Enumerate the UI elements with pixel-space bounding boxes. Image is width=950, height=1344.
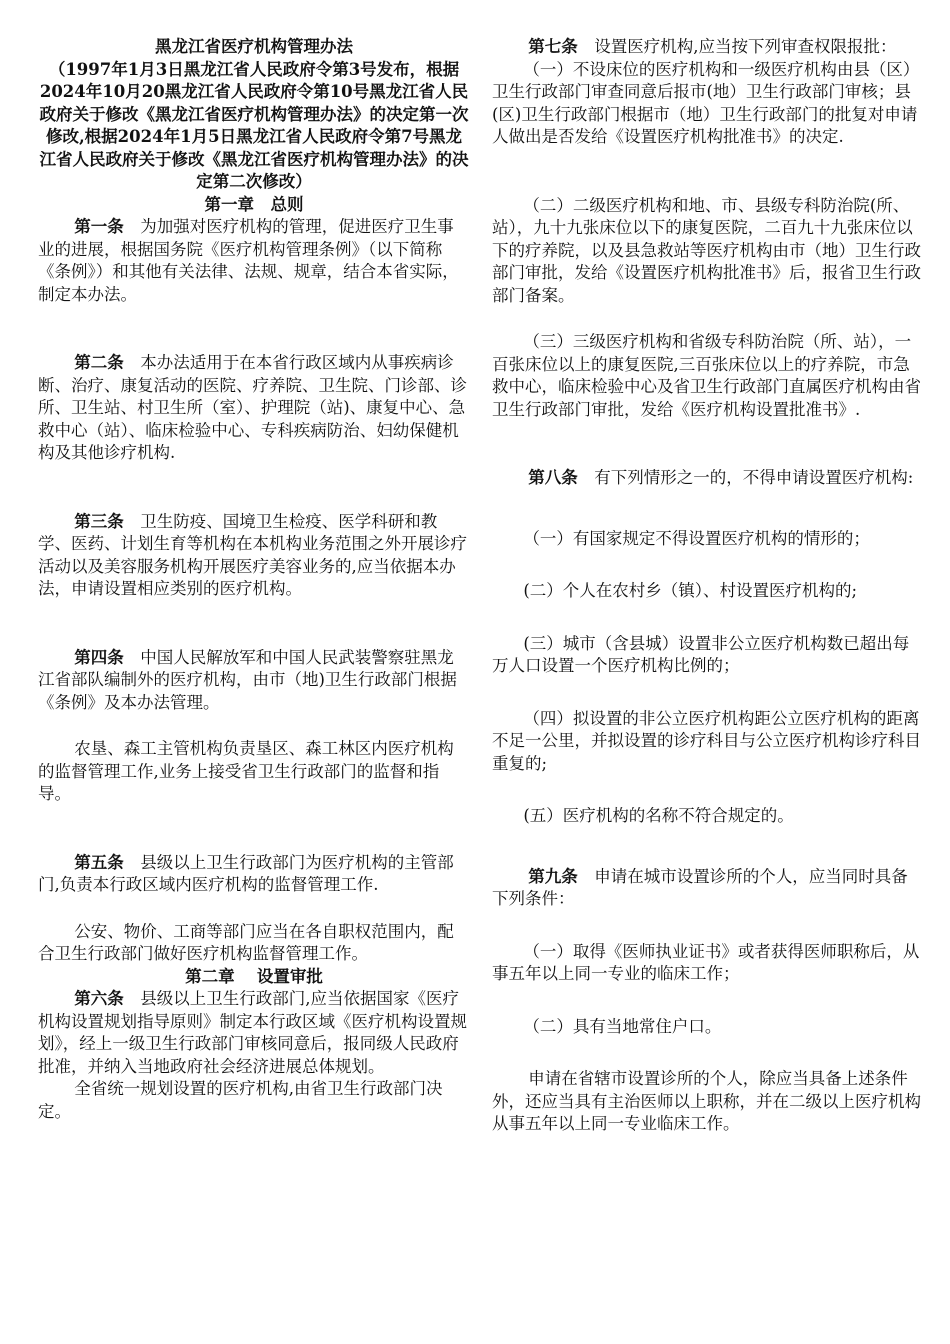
article-9-paragraph-2: 申请在省辖市设置诊所的个人，除应当具备上述条件外，还应当具有主治医师以上职称，并在二级以上医疗机构从事五年以上同一专业临床工作。	[492, 1069, 921, 1133]
article-8-item-5: (五）医疗机构的名称不符合规定的。	[523, 806, 794, 825]
article-9-label: 第九条	[528, 866, 578, 886]
article-7-label: 第七条	[528, 37, 578, 56]
article-9-item-1: （一）取得《医师执业证书》或者获得医师职称后，从事五年以上同一专业的临床工作；	[492, 941, 920, 983]
article-3-label: 第三条	[74, 511, 124, 531]
document-subtitle: （1997年1月3日黑龙江省人民政府令第3号发布，根据2024年10月20黑龙江省人民政府令第10号黑龙江省人民政府关于修改《黑龙江省医疗机构管理办法》的决定第一次修改,根据2024年1月5日黑龙江省人民政府令第7号黑龙江省人民政府关于修改《黑龙江省医疗机构管理办法》的决定第二次修改）	[39, 59, 469, 191]
article-7-item-3: （三）三级医疗机构和省级专科防治院（所、站），一百张床位以上的康复医院,三百张床位以上的疗养院，市急救中心，临床检验中心及省卫生行政部门直属医疗机构由省卫生行政部门审批，发给《医疗机构设置批准书》.	[492, 332, 921, 419]
article-8-text: 有下列情形之一的，不得申请设置医疗机构:	[594, 468, 914, 487]
article-9-item-2: （二）具有当地常住户口。	[523, 1016, 722, 1036]
article-6	[38, 988, 470, 1078]
right-column	[492, 36, 924, 1136]
article-8-item-2: (二）个人在农村乡（镇）、村设置医疗机构的;	[523, 581, 858, 600]
article-2-text: 本办法适用于在本省行政区域内从事疾病诊断、治疗、康复活动的医院、疗养院、卫生院、门诊部、诊所、卫生站、村卫生所（室）、护理院（站)、康复中心、急救中心（站）、临床检验中心、专科疾病防治、妇幼保健机构及其他诊疗机构.	[38, 353, 467, 462]
article-4-text: 中国人民解放军和中国人民武装警察驻黑龙江省部队编制外的医疗机构，由市（地)卫生行政部门根据《条例》及本办法管理。	[38, 647, 457, 712]
article-3	[38, 511, 470, 601]
article-7	[492, 36, 924, 59]
article-7-item-1: （一）不设床位的医疗机构和一级医疗机构由县（区）卫生行政部门审查同意后报市(地）卫生行政部门审核；县(区)卫生行政部门根据市（地）卫生行政部门的批复对申请人做出是否发给《设置医疗机构批准书》的决定.	[492, 59, 920, 146]
article-8-item-1: （一）有国家规定不得设置医疗机构的情形的；	[523, 528, 870, 548]
article-5-paragraph-2: 公安、物价、工商等部门应当在各自职权范围内，配合卫生行政部门做好医疗机构监督管理工作。	[38, 921, 454, 963]
article-8-item-4: （四）拟设置的非公立医疗机构距公立医疗机构的距离不足一公里，并拟设置的诊疗科目与公立医疗机构诊疗科目重复的;	[492, 708, 921, 773]
article-1	[38, 216, 470, 306]
article-9	[492, 866, 924, 911]
article-7-text: 设置医疗机构,应当按下列审查权限报批：	[594, 37, 897, 56]
left-column	[38, 36, 470, 1123]
article-4-paragraph-2: 农垦、森工主管机构负责垦区、森工林区内医疗机构的监督管理工作,业务上接受省卫生行政部门的监督和指导。	[38, 739, 454, 803]
article-1-label: 第一条	[74, 217, 124, 236]
article-2	[38, 352, 470, 465]
article-8-item-3: (三）城市（含县城）设置非公立医疗机构数已超出每万人口设置一个医疗机构比例的；	[492, 633, 910, 675]
chapter-2-heading: 第二章 设置审批	[185, 966, 323, 986]
article-5-text: 县级以上卫生行政部门为医疗机构的主管部门,负责本行政区域内医疗机构的监督管理工作.	[38, 852, 454, 894]
article-9-text: 申请在城市设置诊所的个人，应当同时具备下列条件：	[492, 866, 908, 908]
chapter-1-heading: 第一章 总则	[204, 194, 304, 214]
article-8	[492, 467, 924, 490]
article-5	[38, 852, 470, 897]
article-3-text: 卫生防疫、国境卫生检疫、医学科研和教学、医药、计划生育等机构在本机构业务范围之外开展诊疗活动以及美容服务机构开展医疗美容业务的,应当依据本办法，申请设置相应类别的医疗机构。	[38, 511, 467, 598]
article-6-label: 第六条	[74, 989, 124, 1008]
article-2-label: 第二条	[74, 353, 124, 372]
article-8-label: 第八条	[528, 468, 578, 487]
document-title: 黑龙江省医疗机构管理办法	[155, 37, 353, 56]
article-6-text: 县级以上卫生行政部门,应当依据国家《医疗机构设置规划指导原则》制定本行政区域《医疗机构设置规划》，经上一级卫生行政部门审核同意后，报同级人民政府批准，并纳入当地政府社会经济进展总体规划。	[38, 989, 467, 1076]
article-6-paragraph-2: 全省统一规划设置的医疗机构,由省卫生行政部门决定。	[38, 1079, 443, 1121]
article-5-label: 第五条	[74, 852, 124, 872]
article-1-text: 为加强对医疗机构的管理，促进医疗卫生事业的进展，根据国务院《医疗机构管理条例》（以下简称《条例》）和其他有关法律、法规、规章，结合本省实际，制定本办法。	[38, 217, 459, 304]
article-4-label: 第四条	[74, 647, 124, 667]
article-4	[38, 647, 470, 715]
article-7-item-2: （二）二级医疗机构和地、市、县级专科防治院(所、站），九十九张床位以下的康复医院，二百九十九张床位以下的疗养院，以及县急救站等医疗机构由市（地）卫生行政部门审批，发给《设置医疗机构批准书》后，报省卫生行政部门备案。	[492, 195, 921, 305]
